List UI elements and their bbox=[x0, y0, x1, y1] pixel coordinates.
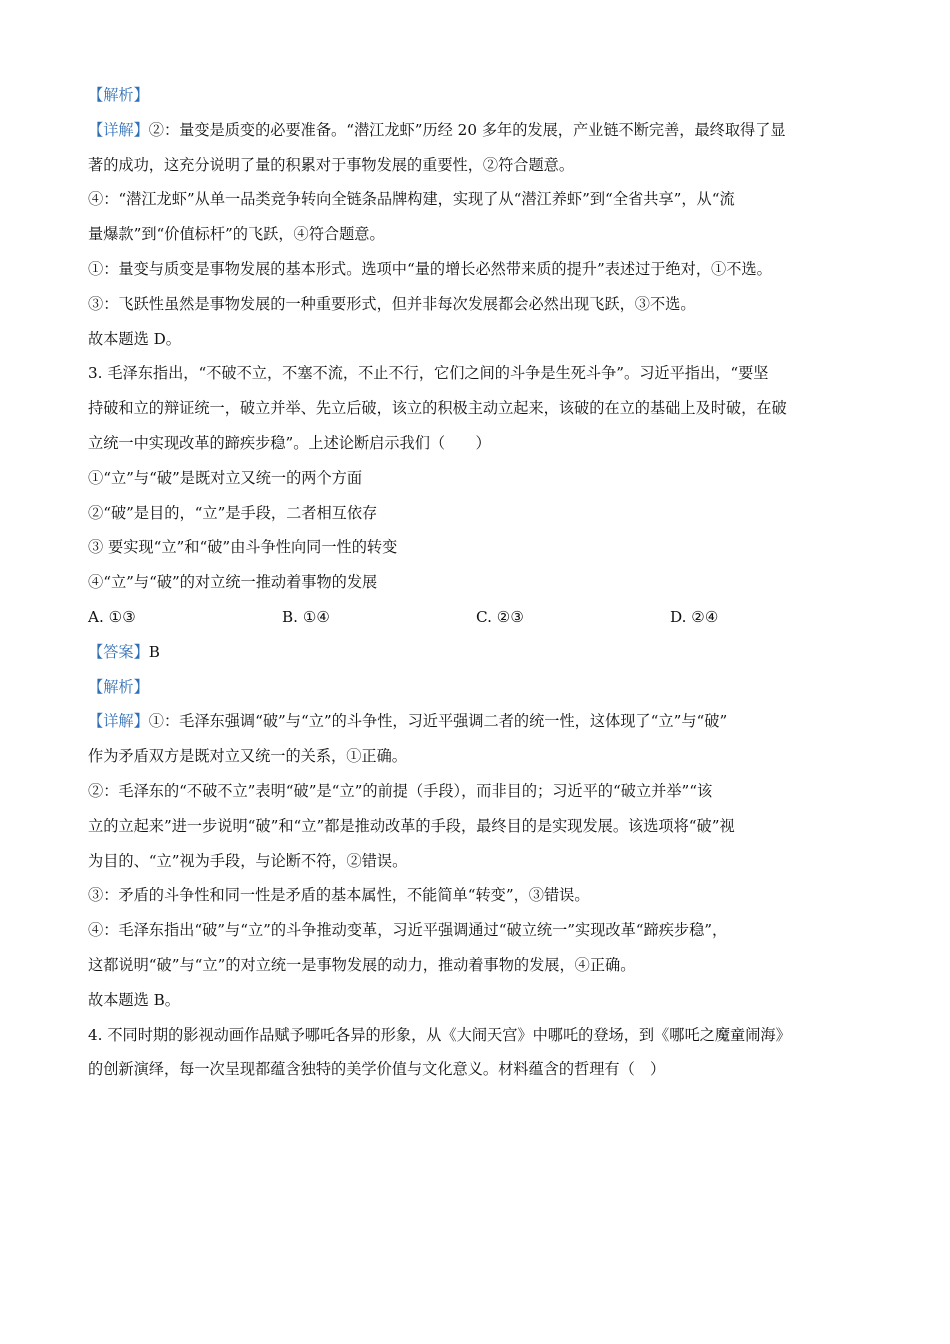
text-line bbox=[88, 739, 868, 774]
line-text: ①：毛泽东强调“破”与“立”的斗争性，习近平强调二者的统一性，这体现了“立”与“破” bbox=[148, 712, 728, 731]
text-line bbox=[88, 704, 868, 739]
line-text: B bbox=[148, 642, 160, 661]
line-text: 为目的、“立”视为手段，与论断不符，②错误。 bbox=[88, 851, 408, 870]
line-text: ④：毛泽东指出“破”与“立”的斗争推动变革，习近平强调通过“破立统一”实现改革“蹄疾步稳”， bbox=[88, 921, 728, 940]
line-text: ③：矛盾的斗争性和同一性是矛盾的基本属性，不能简单“转变”，③错误。 bbox=[88, 886, 590, 905]
option-d: D. ②④ bbox=[670, 607, 719, 626]
line-text: ①：量变与质变是事物发展的基本形式。选项中“量的增长必然带来质的提升”表述过于绝对，①不选。 bbox=[88, 259, 772, 278]
text-line bbox=[88, 878, 868, 913]
section-tag: 【解析】 bbox=[88, 86, 149, 104]
text-line bbox=[88, 182, 868, 217]
text-line bbox=[88, 217, 868, 252]
text-line bbox=[88, 948, 868, 983]
text-line bbox=[88, 287, 868, 322]
text-line bbox=[88, 530, 868, 565]
text-block-2 bbox=[88, 635, 868, 1087]
line-text: ②：量变是质变的必要准备。“潜江龙虾”历经 20 多年的发展，产业链不断完善，最终取得了显 bbox=[148, 120, 786, 139]
text-line bbox=[88, 913, 868, 948]
document-page bbox=[88, 78, 868, 1087]
line-text: 作为矛盾双方是既对立又统一的关系，①正确。 bbox=[88, 747, 407, 766]
text-line bbox=[88, 78, 868, 113]
section-tag: 【答案】 bbox=[88, 642, 149, 661]
line-text: ②：毛泽东的“不破不立”表明“破”是“立”的前提（手段），而非目的；习近平的“破立并举”“该 bbox=[88, 781, 713, 800]
text-line bbox=[88, 844, 868, 879]
line-text: 4. 不同时期的影视动画作品赋予哪吒各异的形象，从《大闹天宫》中哪吒的登场，到《哪吒之魔童闹海》 bbox=[88, 1025, 791, 1044]
text-line bbox=[88, 148, 868, 183]
line-text: ②“破”是目的，“立”是手段，二者相互依存 bbox=[88, 503, 378, 522]
line-text: 量爆款”到“价值标杆”的飞跃，④符合题意。 bbox=[88, 225, 385, 244]
line-text: 3. 毛泽东指出，“不破不立，不塞不流，不止不行，它们之间的斗争是生死斗争”。习近平指出，“要坚 bbox=[88, 364, 769, 383]
section-tag: 【详解】 bbox=[88, 120, 149, 139]
text-line bbox=[88, 635, 868, 670]
answer-options bbox=[88, 600, 868, 635]
text-block-1 bbox=[88, 78, 868, 600]
option-a: A. ①③ bbox=[88, 607, 136, 626]
text-line bbox=[88, 809, 868, 844]
text-line bbox=[88, 356, 868, 391]
line-text: ④：“潜江龙虾”从单一品类竞争转向全链条品牌构建，实现了从“潜江养虾”到“全省共享”，从“流 bbox=[88, 190, 735, 209]
text-line bbox=[88, 426, 868, 461]
line-text: 故本题选 B。 bbox=[88, 990, 180, 1009]
section-tag: 【解析】 bbox=[88, 677, 149, 696]
text-line bbox=[88, 461, 868, 496]
text-line bbox=[88, 565, 868, 600]
line-text: 故本题选 D。 bbox=[88, 329, 181, 348]
option-b: B. ①④ bbox=[282, 607, 331, 626]
text-line bbox=[88, 774, 868, 809]
text-line bbox=[88, 391, 868, 426]
text-line bbox=[88, 1018, 868, 1053]
text-line bbox=[88, 670, 868, 705]
line-text: ③ 要实现“立”和“破”由斗争性向同一性的转变 bbox=[88, 538, 398, 557]
text-line bbox=[88, 1052, 868, 1087]
text-line bbox=[88, 983, 868, 1018]
line-text: 的创新演绎，每一次呈现都蕴含独特的美学价值与文化意义。材料蕴含的哲理有（ ） bbox=[88, 1060, 666, 1079]
text-line bbox=[88, 322, 868, 357]
text-line bbox=[88, 496, 868, 531]
text-line bbox=[88, 113, 868, 148]
line-text: 立统一中实现改革的蹄疾步稳”。上述论断启示我们（ ） bbox=[88, 433, 491, 452]
line-text: 这都说明“破”与“立”的对立统一是事物发展的动力，推动着事物的发展，④正确。 bbox=[88, 955, 636, 974]
text-line bbox=[88, 252, 868, 287]
section-tag: 【详解】 bbox=[88, 712, 149, 731]
line-text: ③：飞跃性虽然是事物发展的一种重要形式，但并非每次发展都会必然出现飞跃，③不选。 bbox=[88, 294, 696, 313]
line-text: ④“立”与“破”的对立统一推动着事物的发展 bbox=[88, 573, 378, 592]
line-text: 持破和立的辩证统一，破立并举、先立后破，该立的积极主动立起来，该破的在立的基础上及时破，在破 bbox=[88, 399, 787, 418]
line-text: 立的立起来”进一步说明“破”和“立”都是推动改革的手段，最终目的是实现发展。该选项将“破”视 bbox=[88, 816, 735, 835]
line-text: ①“立”与“破”是既对立又统一的两个方面 bbox=[88, 468, 363, 487]
line-text: 著的成功，这充分说明了量的积累对于事物发展的重要性，②符合题意。 bbox=[88, 155, 574, 174]
option-c: C. ②③ bbox=[476, 607, 524, 626]
